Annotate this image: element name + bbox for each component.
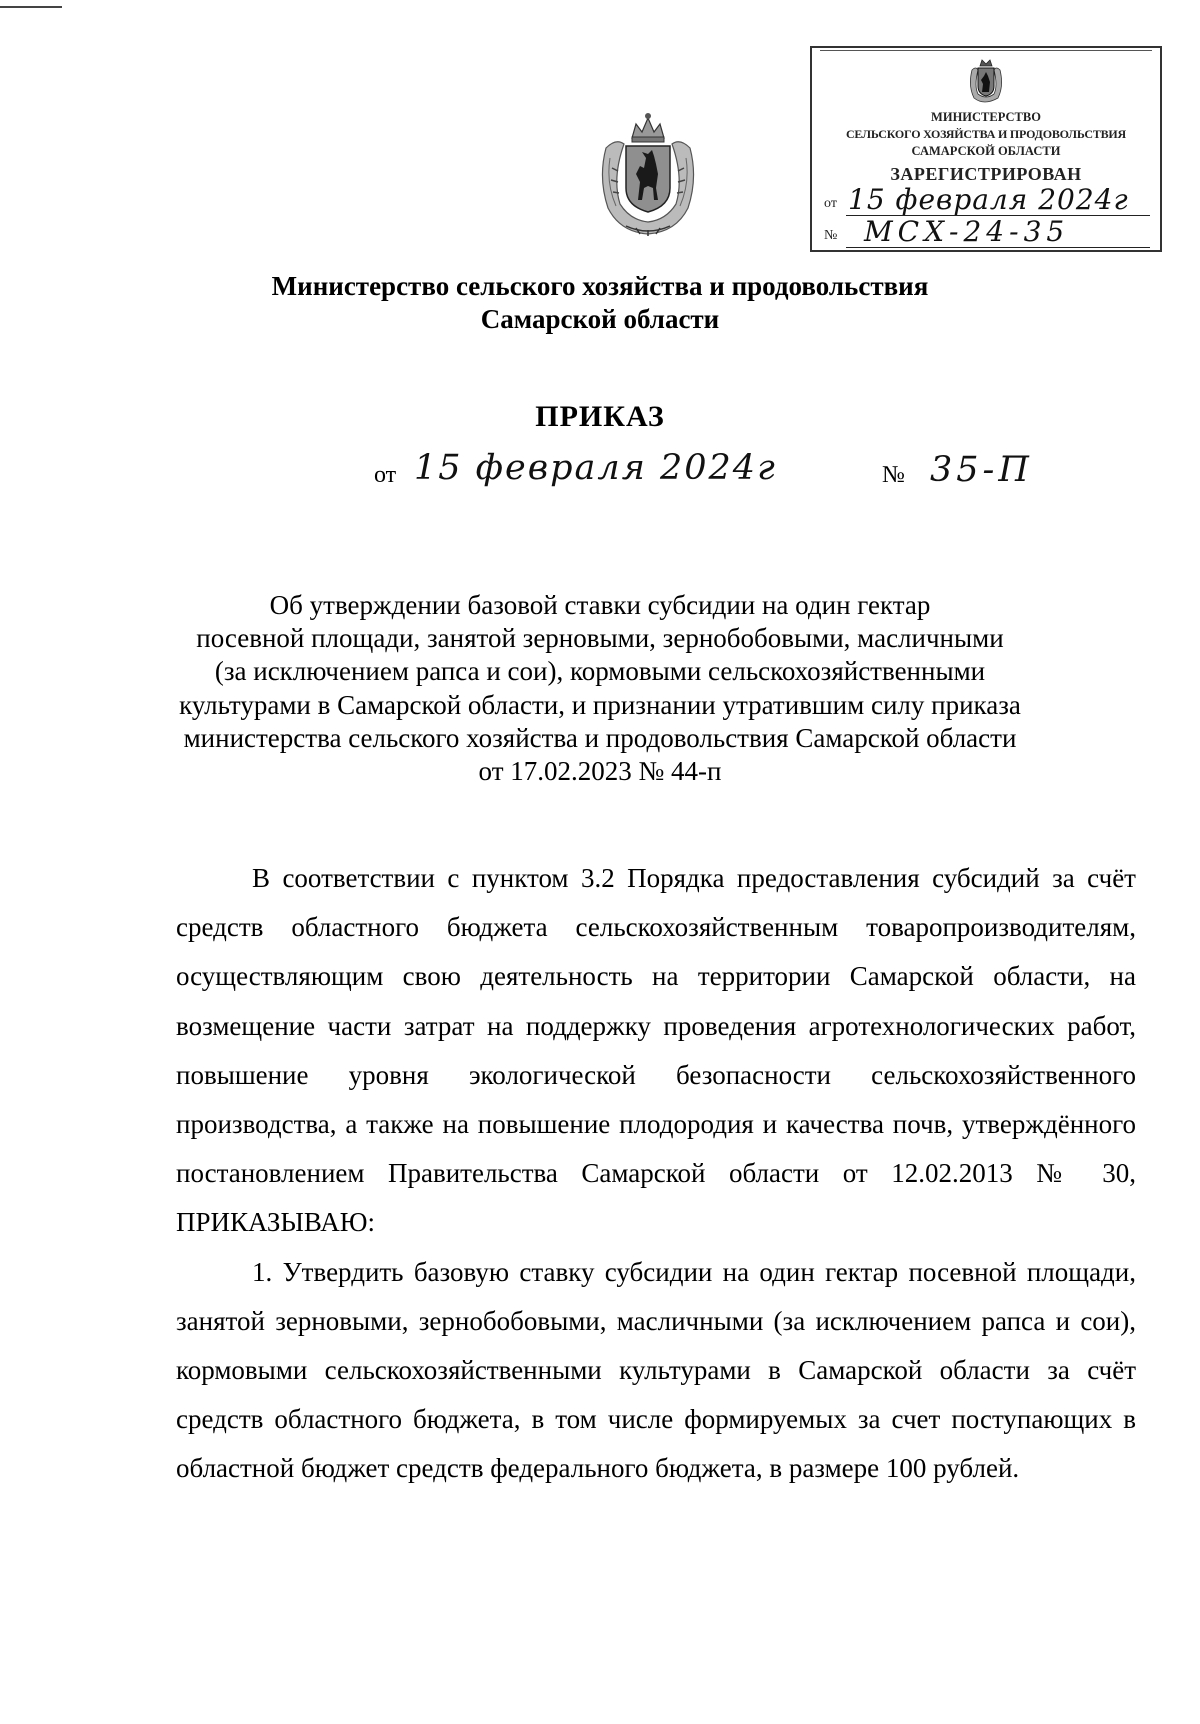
stamp-date-row (824, 183, 1150, 218)
subject-line: посевной площади, занятой зерновыми, зернобобовыми, масличными (196, 623, 1004, 654)
subject-line: (за исключением рапса и сои), кормовыми сельскохозяйственными (214, 656, 986, 687)
subject-line: культурами в Самарской области, и признании утратившим силу приказа (179, 689, 1021, 720)
order-number-label: № (882, 462, 905, 488)
coat-of-arms-icon (596, 108, 700, 238)
registration-stamp (810, 46, 1162, 252)
order-number-handwritten: 35-П (930, 450, 1033, 490)
body-paragraph: В соответствии с пунктом 3.2 Порядка предоставления субсидий за счёт средств областного бюджета сельскохозяйственным товаропроизводителям, осуществляющим свою деятельность на территории Самарской области, на возмещение части затрат на поддержку проведения агротехнологических работ, повышение уровня экологической безопасности сельскохозяйственного производства, а также на повышение плодородия и качества почв, утверждённого постановлением Правительства Самарской области от 12.02.2013 № 30, ПРИКАЗЫВАЮ: (176, 863, 1136, 1238)
stamp-number-row (824, 215, 1150, 250)
stamp-number-handwritten: МСХ-24-35 (864, 215, 1070, 248)
ministry-name-line1: Министерство сельского хозяйства и продовольствия (271, 271, 929, 301)
stamp-number-underline (846, 247, 1150, 248)
stamp-ministry-line1: МИНИСТЕРСТВО (931, 110, 1041, 124)
ministry-name-line2: Самарской области (480, 304, 720, 334)
document-type-title: ПРИКАЗ (535, 400, 665, 433)
order-body (176, 854, 1136, 1494)
stamp-number-label: № (824, 228, 838, 243)
scan-corner-mark (0, 6, 62, 8)
order-subject (150, 589, 1050, 788)
stamp-ministry-line3: САМАРСКОЙ ОБЛАСТИ (911, 144, 1061, 158)
subject-line: министерства сельского хозяйства и продовольствия Самарской области (183, 722, 1017, 753)
stamp-ministry-line2: СЕЛЬСКОГО ХОЗЯЙСТВА И ПРОДОВОЛЬСТВИЯ (845, 127, 1127, 141)
stamp-status: ЗАРЕГИСТРИРОВАН (890, 164, 1082, 184)
order-date-label: от (374, 462, 397, 488)
stamp-coat-of-arms-icon (966, 56, 1006, 106)
stamp-date-handwritten: 15 февраля 2024г (848, 183, 1129, 216)
subject-line: Об утверждении базовой ставки субсидии на один гектар (269, 590, 931, 620)
subject-line: от 17.02.2023 № 44-п (478, 756, 722, 787)
stamp-date-label: от (824, 196, 837, 211)
stamp-border-line (820, 50, 1152, 51)
body-paragraph: 1. Утвердить базовую ставку субсидии на один гектар посевной площади, занятой зерновыми, зернобобовыми, масличными (за исключением рапса и сои), кормовыми сельскохозяйственными культурами в Самарской области за счёт средств областного бюджета, в том числе формируемых за счет поступающих в областной бюджет средств федерального бюджета, в размере 100 рублей. (176, 1256, 1136, 1484)
order-date-handwritten: 15 февраля 2024г (414, 448, 777, 488)
